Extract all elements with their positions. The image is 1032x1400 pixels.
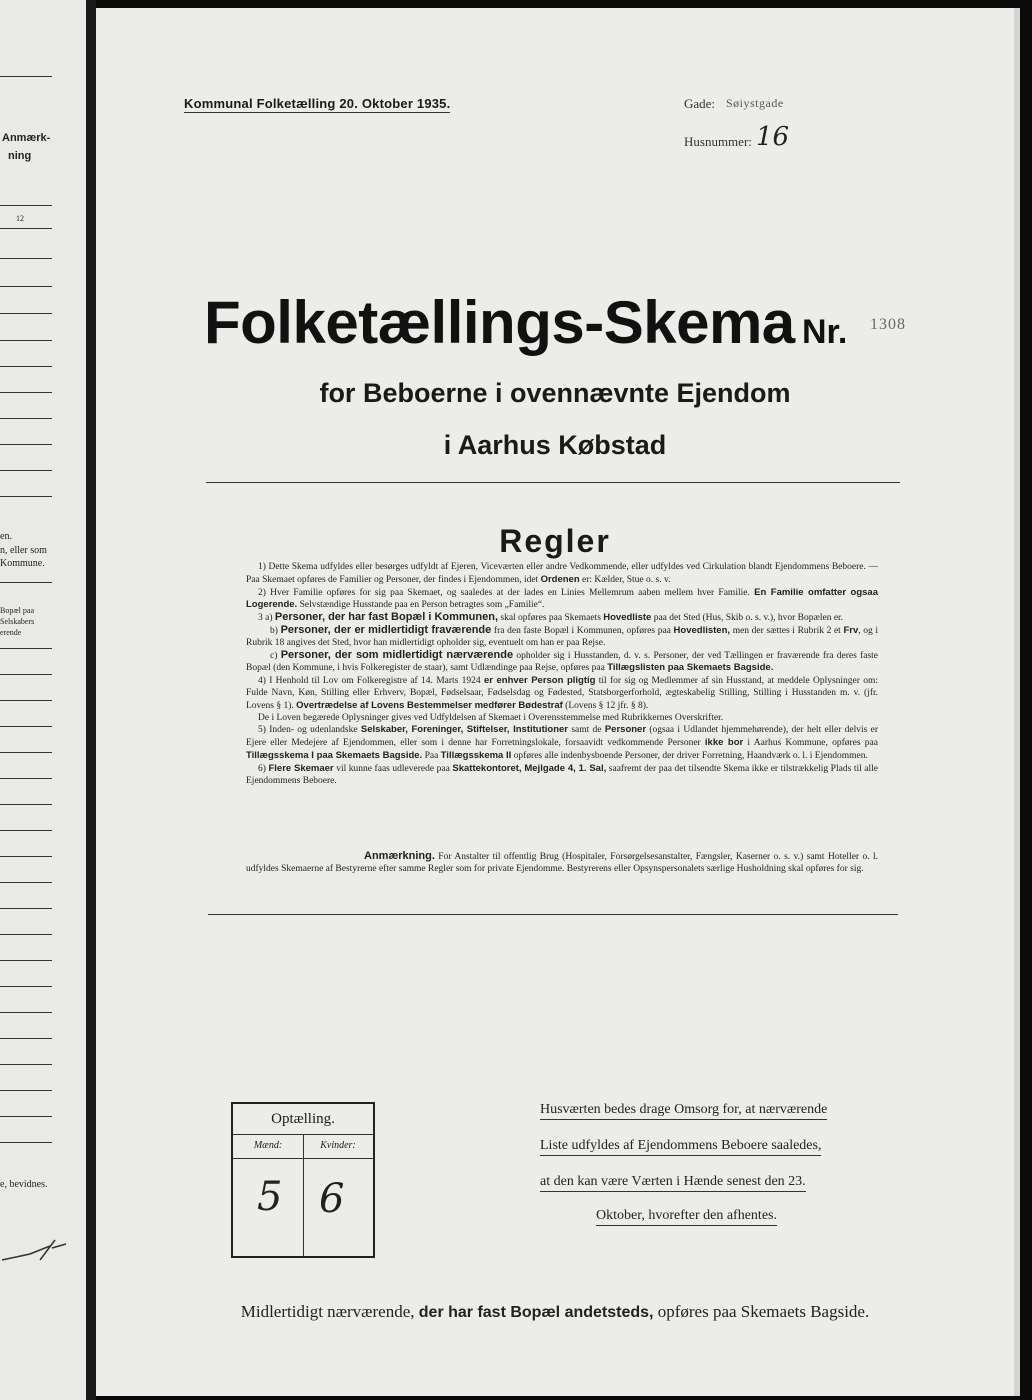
ruled-line <box>0 76 52 77</box>
annotation-note: Anmærkning. For Anstalter til offentlig Brug (Hospitaler, Forsørgelsesanstalter, Fængsler, Kaserner o. s. v.) samt Hoteller o. l. udfyldes Skemaerne af Bestyrerne efter samme Regler som for private Ejendomme. Bestyrerens eller Opsynspersonalets særlige Husholdning skal opføres for sig. <box>246 850 878 874</box>
footer-note: Midlertidigt nærværende, der har fast Bopæl andetsteds, opføres paa Skemaets Bagside. <box>240 1302 870 1321</box>
signature-scribble <box>0 1236 70 1266</box>
column-header: Anmærk- <box>2 132 51 144</box>
form-number-label: Nr. <box>802 313 848 351</box>
notice-line: Liste udfyldes af Ejendommens Beboere saaledes, <box>540 1138 821 1156</box>
notice-line: Oktober, hvorefter den afhentes. <box>596 1208 777 1226</box>
divider <box>208 914 898 915</box>
divider <box>206 482 900 483</box>
men-count: 5 <box>257 1174 283 1220</box>
count-title: Optælling. <box>233 1104 373 1135</box>
rule-3b: b) Personer, der er midlertidigt fraværende fra den faste Bopæl i Kommunen, opføres paa Hovedlisten, men der sættes i Rubrik 2 et Frv, og i Rubrik 18 angives det Sted, hvor han midlertidigt opholder sig, eventuelt om han er paa Rejse. <box>246 623 879 648</box>
notice-line: at den kan være Værten i Hænde senest den 23. <box>540 1174 806 1192</box>
rule-3a: 3 a) Personer, der har fast Bopæl i Kommunen, skal opføres paa Skemaets Hovedliste paa det Sted (Hus, Skib o. s. v.), hvor Bopælen er. <box>258 611 844 624</box>
column-header: ning <box>8 150 32 162</box>
rule-2: 2) Hver Familie opføres for sig paa Skemaet, og saaledes at der lades en Linies Mellemrum aaben mellem hver Familie. En Familie omfatter ogsaa Logerende. Selvstændige Husstande paa en Person betragtes som „Familie“. <box>246 586 879 611</box>
census-heading: Kommunal Folketælling 20. Oktober 1935. <box>184 96 451 111</box>
text-fragment: Selskabers <box>0 617 35 626</box>
rules-heading: Regler <box>499 523 611 559</box>
women-count: 6 <box>319 1176 345 1222</box>
gade-label: Gade: <box>684 96 716 111</box>
census-form-page <box>96 8 1014 1396</box>
notice-line: Husværten bedes drage Omsorg for, at nærværende <box>540 1102 827 1120</box>
count-box <box>231 1102 375 1258</box>
text-fragment: e, bevidnes. <box>0 1179 48 1190</box>
page-edge <box>1014 8 1020 1396</box>
men-label: Mænd: <box>233 1134 303 1159</box>
form-subtitle-city: i Aarhus Købstad <box>443 430 667 460</box>
rule-3c: c) Personer, der som midlertidigt nærværende opholder sig i Husstanden, d. v. s. Personer, der ved Tællingen er fraværende fra deres faste Bopæl (den Kommune, i hvis Folkeregister de staar), samt Udlændinge paa Rejse, opføres paa Tillægslisten paa Skemaets Bagside. <box>246 648 879 674</box>
form-subtitle: for Beboerne i ovennævnte Ejendom <box>319 378 791 408</box>
rule-4: 4) I Henhold til Lov om Folkeregistre af 14. Marts 1924 er enhver Person pligtig til for sig og Medlemmer af sin Husstand, at meddele Oplysninger om: Fulde Navn, Køn, Stilling eller Erhverv, Bopæl, Fødselsaar, Fødselsdag og Fødested, Statsborgerforhold, ægteskabelig Stilling, Stilling i Husstanden m. v. (jfr. Lovens § 1). Overtrædelse af Lovens Bestemmelser medfører Bødestraf (Lovens § 12 jfr. § 8). <box>246 675 879 711</box>
ruled-line <box>0 205 52 206</box>
rule-6: 6) Flere Skemaer vil kunne faas udleverede paa Skattekontoret, Mejlgade 4, 1. Sal, saafremt der paa det tilsendte Skema ikke er tilstrækkelig Plads til alle Ejendommens Beboere. <box>246 762 879 786</box>
text-fragment: Bopæl paa <box>0 606 34 615</box>
book-gutter <box>86 0 96 1400</box>
left-page-fragment <box>0 0 86 1400</box>
rules-text <box>246 562 878 787</box>
form-number-value: 1308 <box>870 316 906 333</box>
ruled-line <box>0 228 52 229</box>
column-number: 12 <box>16 214 24 223</box>
rule-1: 1) Dette Skema udfyldes eller besørges udfyldt af Ejeren, Viceværten eller andre Vedkommende, eller udfyldes ved Cirkulation blandt Ejendommens Beboere. — Paa Skemaet opføres de Familier og Personer, der findes i Ejendommen, idet Ordenen er: Kælder, Stue o. s. v. <box>246 562 878 585</box>
text-fragment: n, eller som <box>0 545 47 556</box>
text-fragment: en. <box>0 531 12 542</box>
text-fragment: erende <box>0 628 22 637</box>
husnummer-value: 16 <box>756 122 790 152</box>
form-title: Folketællings-Skema <box>204 289 795 356</box>
rule-4b: De i Loven begærede Oplysninger gives ved Udfyldelsen af Skemaet i Overensstemmelse med Rubrikkernes Overskrifter. <box>258 712 724 723</box>
text-fragment: Kommune. <box>0 558 45 569</box>
rule-5: 5) Inden- og udenlandske Selskaber, Foreninger, Stiftelser, Institutioner samt de Personer (ogsaa i Udlandet hjemmehørende), der helt eller delvis er Ejere eller Medejere af Ejendommen, eller som i denne har Forretningslokale, forsaavidt vedkommende Personer ikke bor i Aarhus Kommune, opføres paa Tillægsskema I paa Skemaets Bagside. Paa Tillægsskema II opføres alle indenbysboende Personer, der driver Forretning, Haandværk o. l. i Ejendommen. <box>246 724 879 761</box>
gade-value: Søiystgade <box>726 96 784 110</box>
husnummer-label: Husnummer: <box>684 134 752 149</box>
women-label: Kvinder: <box>303 1134 373 1159</box>
